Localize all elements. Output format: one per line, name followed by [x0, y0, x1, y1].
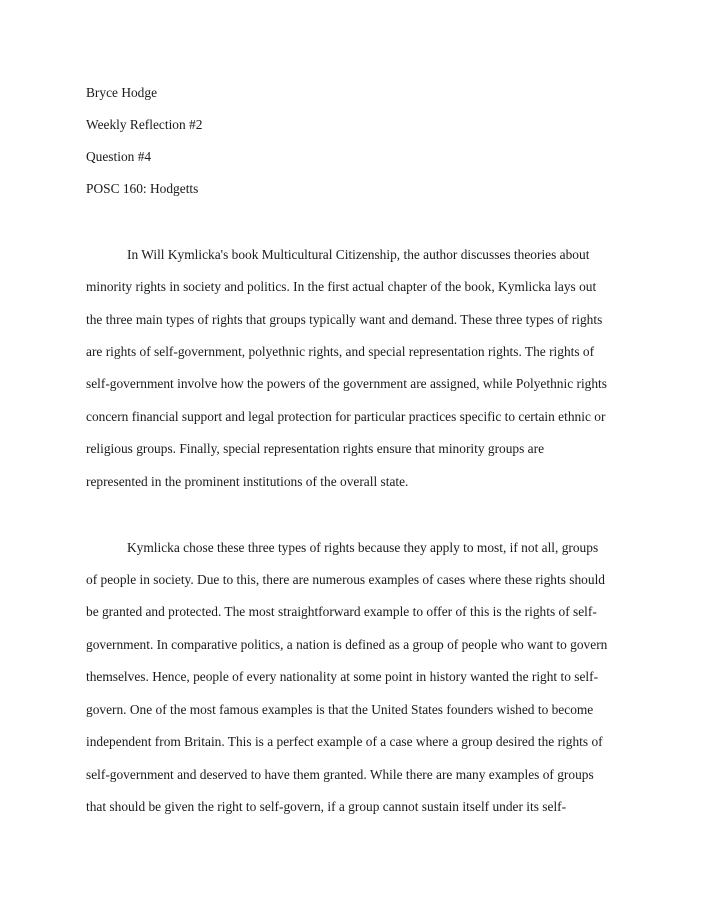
- paragraph-line: independent from Britain. This is a perfect example of a case where a group desired the rights of: [86, 734, 603, 749]
- author-name: Bryce Hodge: [86, 85, 158, 100]
- paragraph-line: be granted and protected. The most straightforward example to offer of this is the rights of self-: [86, 604, 597, 619]
- paragraph-line: represented in the prominent institutions of the overall state.: [86, 474, 409, 489]
- paragraph-line: self-government involve how the powers of the government are assigned, while Polyethnic rights: [86, 376, 607, 391]
- paragraph-line: concern financial support and legal protection for particular practices specific to certain ethnic or: [86, 409, 606, 424]
- paragraph-line: government. In comparative politics, a nation is defined as a group of people who want to govern: [86, 637, 608, 652]
- paragraph-line: are rights of self-government, polyethnic rights, and special representation rights. The rights of: [86, 344, 595, 359]
- paragraph-line: that should be given the right to self-govern, if a group cannot sustain itself under its self-: [86, 799, 567, 814]
- paragraph-line: Kymlicka chose these three types of rights because they apply to most, if not all, groups: [127, 540, 599, 555]
- paragraph-line: minority rights in society and politics. In the first actual chapter of the book, Kymlicka lays out: [86, 279, 597, 294]
- paragraph-line: the three main types of rights that groups typically want and demand. These three types of rights: [86, 312, 603, 327]
- paragraph-line: religious groups. Finally, special representation rights ensure that minority groups are: [86, 441, 545, 456]
- paragraph-line: In Will Kymlicka's book Multicultural Citizenship, the author discusses theories about: [127, 247, 590, 262]
- paragraph-line: self-government and deserved to have them granted. While there are many examples of groups: [86, 767, 594, 782]
- question-number: Question #4: [86, 149, 152, 164]
- assignment-title: Weekly Reflection #2: [86, 117, 203, 132]
- paragraph-line: govern. One of the most famous examples is that the United States founders wished to become: [86, 702, 594, 717]
- paragraph-line: of people in society. Due to this, there are numerous examples of cases where these rights should: [86, 572, 605, 587]
- paragraph-line: themselves. Hence, people of every nationality at some point in history wanted the right to self-: [86, 669, 599, 684]
- course-name: POSC 160: Hodgetts: [86, 181, 199, 196]
